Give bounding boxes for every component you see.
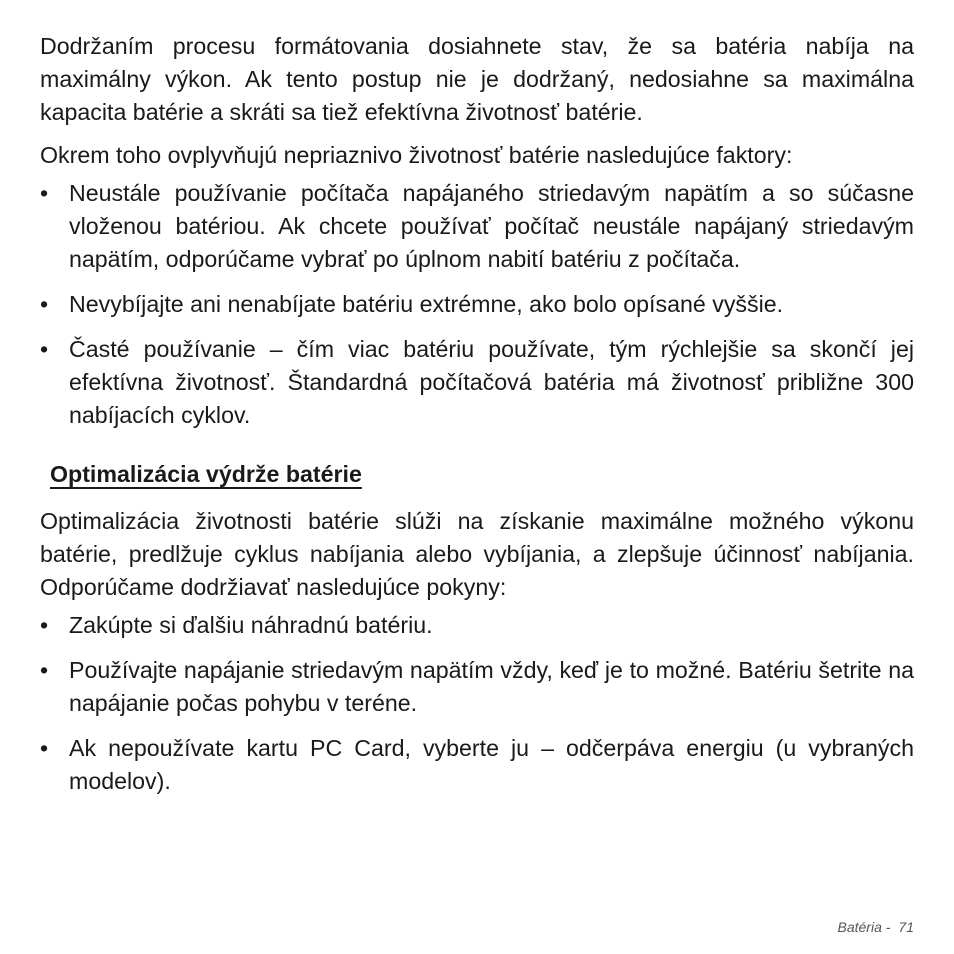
section-heading: Optimalizácia výdrže batérie — [50, 461, 362, 487]
list-item — [40, 609, 914, 642]
list-item-text: Zakúpte si ďalšiu náhradnú batériu. — [69, 612, 433, 638]
list-item-text: Nevybíjajte ani nenabíjate batériu extrémne, ako bolo opísané vyššie. — [69, 291, 784, 317]
bullet-icon: • — [40, 291, 49, 317]
bullet-icon: • — [40, 657, 49, 683]
bullet-icon: • — [40, 336, 49, 362]
page-number: 71 — [898, 919, 914, 935]
list-item — [40, 654, 914, 720]
factors-list — [40, 177, 914, 432]
footer-section-label: Batéria - — [837, 919, 891, 935]
factors-intro-paragraph: Okrem toho ovplyvňujú nepriaznivo životnosť batérie nasledujúce faktory: — [40, 142, 793, 168]
list-item-text: Ak nepoužívate kartu PC Card, vyberte ju – odčerpáva energiu (u vybraných modelov). — [69, 735, 914, 794]
bullet-icon: • — [40, 612, 49, 638]
tips-list — [40, 609, 914, 798]
page-footer — [838, 918, 915, 936]
list-item — [40, 177, 914, 276]
bullet-icon: • — [40, 180, 49, 206]
document-page — [40, 30, 914, 798]
intro-paragraph: Dodržaním procesu formátovania dosiahnete stav, že sa batéria nabíja na maximálny výkon. Ak tento postup nie je dodržaný, nedosiahne sa maximálna kapacita batérie a skráti sa tiež efektívna životnosť batérie. — [40, 33, 914, 125]
list-item-text: Používajte napájanie striedavým napätím vždy, keď je to možné. Batériu šetrite na napájanie počas pohybu v teréne. — [69, 657, 914, 716]
list-item — [40, 732, 914, 798]
optimization-intro-paragraph: Optimalizácia životnosti batérie slúži na získanie maximálne možného výkonu batérie, predlžuje cyklus nabíjania alebo vybíjania, a zlepšuje účinnosť nabíjania. Odporúčame dodržiavať nasledujúce pokyny: — [40, 508, 914, 600]
bullet-icon: • — [40, 735, 49, 761]
list-item — [40, 288, 914, 321]
list-item-text: Časté používanie – čím viac batériu používate, tým rýchlejšie sa skončí jej efektívna životnosť. Štandardná počítačová batéria má životnosť približne 300 nabíjacích cyklov. — [69, 336, 914, 428]
list-item-text: Neustále používanie počítača napájaného striedavým napätím a so súčasne vloženou batériou. Ak chcete používať počítač neustále napájaný striedavým napätím, odporúčame vybrať po úplnom nabití batériu z počítača. — [69, 180, 914, 272]
list-item — [40, 333, 914, 432]
